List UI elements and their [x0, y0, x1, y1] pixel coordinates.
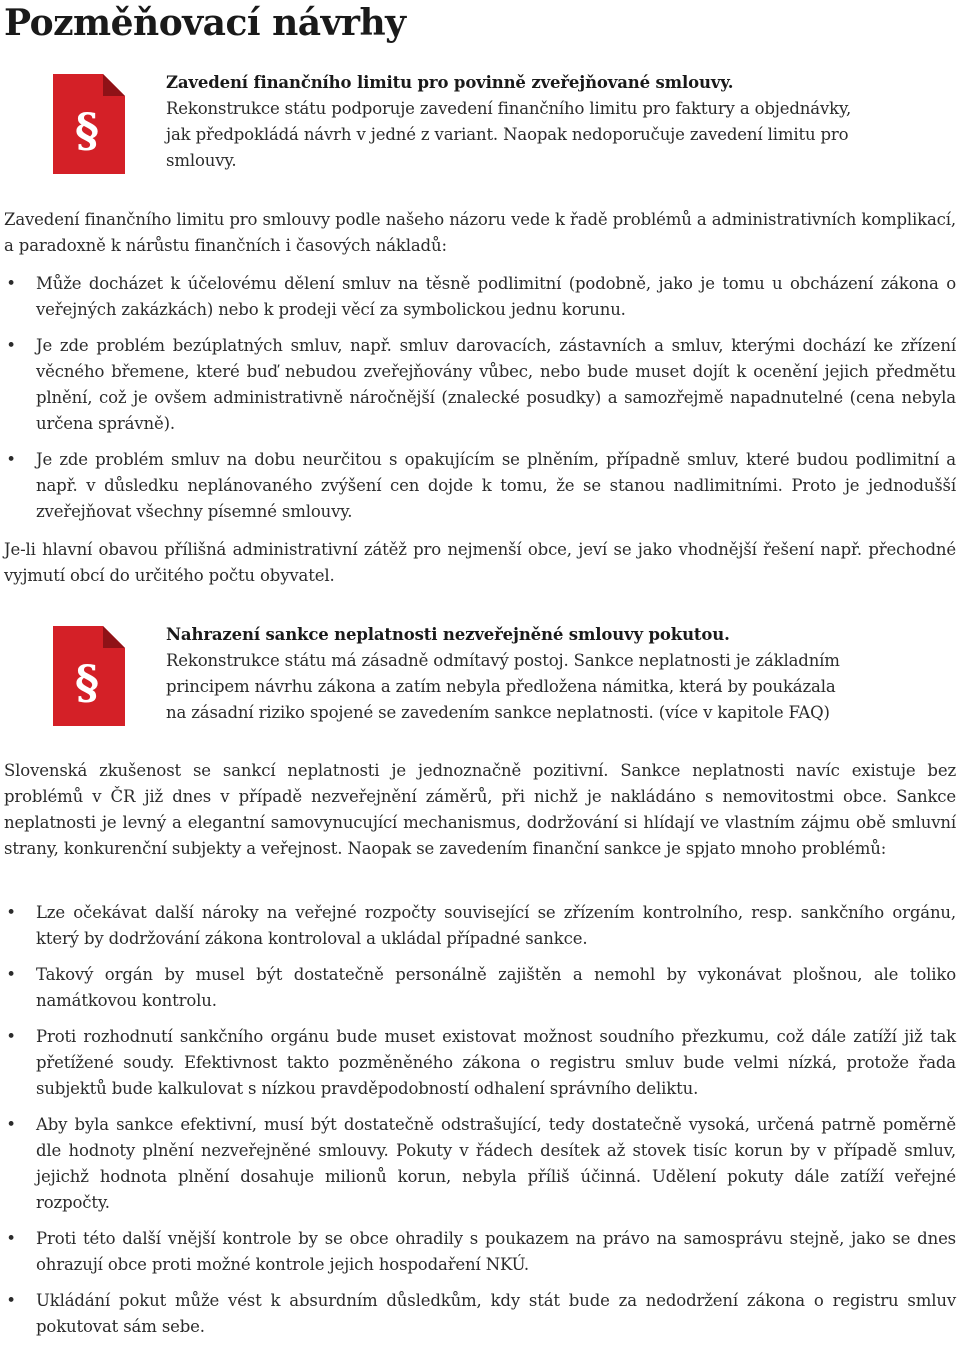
svg-text:§: §	[74, 655, 100, 709]
intro-paragraph: Zavedení finančního limitu pro smlouvy podle našeho názoru vede k řadě problémů a administrativních komplikací, a paradoxně k nárůstu finančních i časových nákladů:	[4, 210, 956, 255]
list-item: • Je zde problém bezúplatných smluv, např. smluv darovacích, zástavních a smluv, kterými dochází ke zřízení věcného břemene, které buď nebudou zveřejňovány vůbec, nebo bude muset dojít k ocenění jejich předmětu plnění, což je ovšem administrativně náročnější (znalecké posudky) a samozřejmě napadnutelné (cena nebyla určena správně).	[0, 333, 960, 437]
list-item: • Takový orgán by musel být dostatečně personálně zajištěn a nemohl by vykonávat plošnou, ale toliko namátkovou kontrolu.	[0, 962, 960, 1014]
bullet: •	[6, 1229, 16, 1248]
callout-line: smlouvy.	[166, 151, 237, 170]
bullet: •	[6, 965, 16, 984]
callout-line: Rekonstrukce státu podporuje zavedení finančního limitu pro faktury a objednávky,	[166, 99, 852, 118]
bullet: •	[6, 1115, 16, 1134]
bullet: •	[6, 274, 16, 293]
list-item: • Může docházet k účelovému dělení smluv na těsně podlimitní (podobně, jako je tomu u obcházení zákona o veřejných zakázkách) nebo k prodeji věcí za symbolickou jednu korunu.	[0, 271, 960, 323]
callout-title: Zavedení finančního limitu pro povinně zveřejňované smlouvy.	[166, 73, 734, 92]
bullet: •	[6, 903, 16, 922]
list-item: • Proti této další vnější kontrole by se obce ohradily s poukazem na právo na samosprávu stejně, jako se dnes ohrazují obce proti možné kontrole jejich hospodaření NKÚ.	[0, 1226, 960, 1278]
callout-line: Rekonstrukce státu má zásadně odmítavý postoj. Sankce neplatnosti je základním	[166, 651, 840, 670]
list-item: • Lze očekávat další nároky na veřejné rozpočty související se zřízením kontrolního, resp. sankčního orgánu, který by dodržování zákona kontroloval a ukládal případné sankce.	[0, 900, 960, 952]
callout-sanction	[0, 622, 960, 732]
sanction-problem-list	[0, 900, 960, 1340]
svg-text:§: §	[74, 103, 100, 157]
bullet: •	[6, 450, 16, 469]
bullet: •	[6, 1291, 16, 1310]
list-item: • Je zde problém smluv na dobu neurčitou s opakujícím se plněním, případně smluv, které budou podlimitní a např. v důsledku neplánovaného zvýšení cen dojde k tomu, že se stanou nadlimitními. Proto je jednodušší zveřejňovat všechny písemné smlouvy.	[0, 447, 960, 525]
callout-title: Nahrazení sankce neplatnosti nezveřejněné smlouvy pokutou.	[166, 625, 730, 644]
bullet: •	[6, 1027, 16, 1046]
paragraph-document-icon	[53, 74, 125, 174]
list-item: • Aby byla sankce efektivní, musí být dostatečně odstrašující, tedy dostatečně vysoká, určená patrně poměrně dle hodnoty plnění nezveřejněné smlouvy. Pokuty v řádech desítek až stovek tisíc korun by v případě smluv, jejichž hodnota plnění dosahuje milionů korun, nebyla příliš účinná. Udělení pokuty dále zatíží veřejné rozpočty.	[0, 1112, 960, 1216]
paragraph-document-icon	[53, 626, 125, 726]
callout-line: jak předpokládá návrh v jedné z variant. Naopak nedoporučuje zavedení limitu pro	[166, 125, 849, 144]
slovak-experience-paragraph: Slovenská zkušenost se sankcí neplatnosti je jednoznačně pozitivní. Sankce neplatnosti navíc existuje bez problémů v ČR již dnes v případě nezveřejnění záměrů, při nichž je nakládáno s nemovitostmi obce. Sankce neplatnosti je levný a elegantní samovynucující mechanismus, dodržování si hlídají ve vlastním zájmu obě smluvní strany, konkurenční subjekty a veřejnost. Naopak se zavedením finanční sankce je spjato mnoho problémů:	[4, 761, 956, 858]
list-item: • Ukládání pokut může vést k absurdním důsledkům, kdy stát bude za nedodržení zákona o registru smluv pokutovat sám sebe.	[0, 1288, 960, 1340]
bullet: •	[6, 336, 16, 355]
problem-list	[0, 271, 960, 525]
list-item: • Proti rozhodnutí sankčního orgánu bude muset existovat možnost soudního přezkumu, což dále zatíží již tak přetížené soudy. Efektivnost takto pozměněného zákona o registru smluv bude velmi nízká, protože řada subjektů bude kalkulovat s nízkou pravděpodobností odhalení správního deliktu.	[0, 1024, 960, 1102]
callout-line: principem návrhu zákona a zatím nebyla předložena námitka, která by poukázala	[166, 677, 836, 696]
callout-finance-limit	[0, 70, 960, 180]
page-title: Pozměňovací návrhy	[4, 2, 406, 44]
callout-line: na zásadní riziko spojené se zavedením sankce neplatnosti. (více v kapitole FAQ)	[166, 703, 830, 722]
outro-paragraph: Je-li hlavní obavou přílišná administrativní zátěž pro nejmenší obce, jeví se jako vhodnější řešení např. přechodné vyjmutí obcí do určitého počtu obyvatel.	[4, 540, 956, 585]
